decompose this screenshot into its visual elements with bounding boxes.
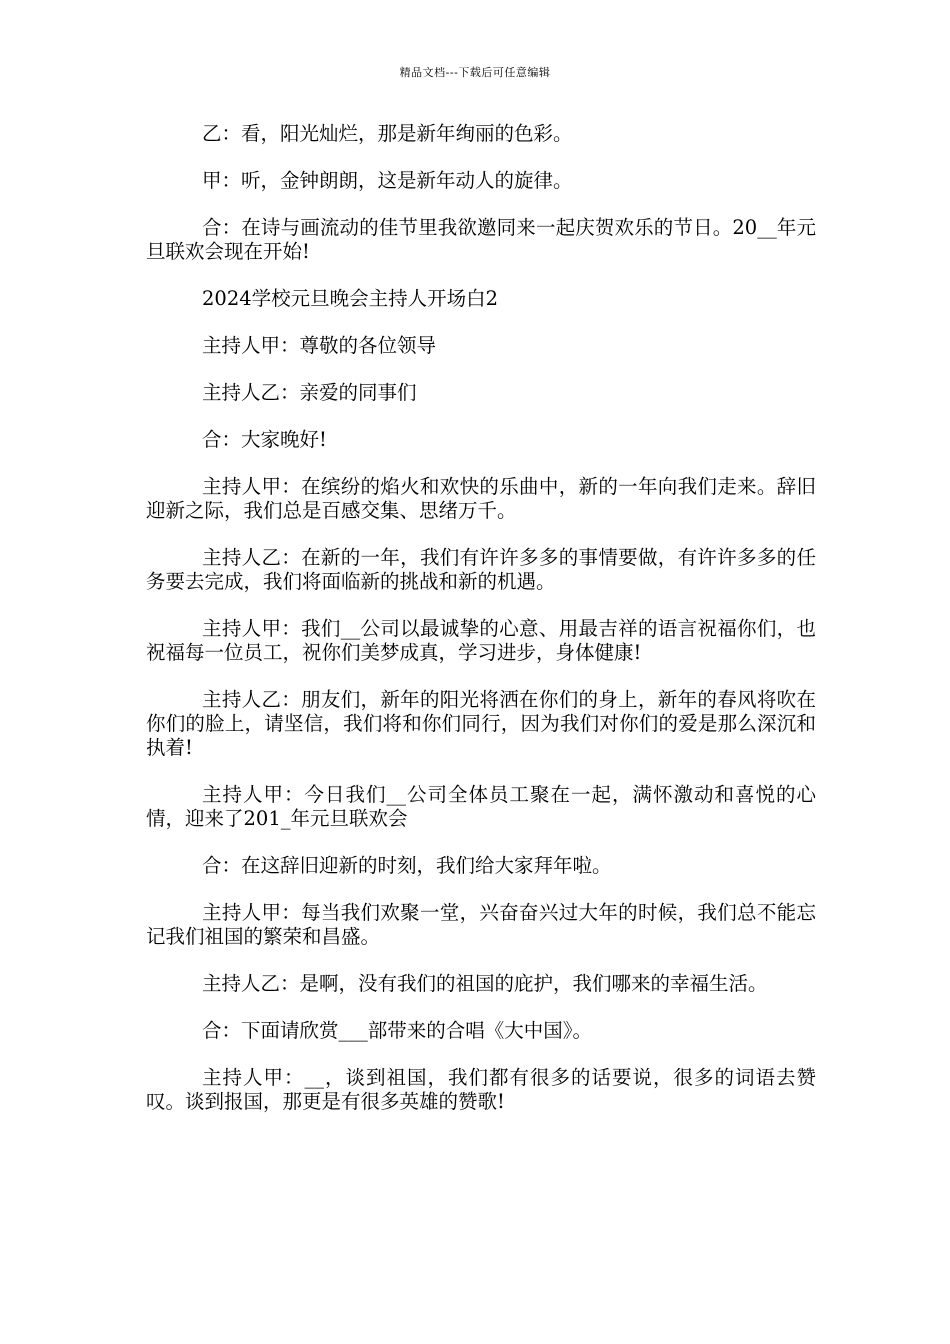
paragraph-15: 主持人乙：是啊，没有我们的祖国的庇护，我们哪来的幸福生活。 (202, 972, 768, 995)
paragraph-13: 合：在这辞旧迎新的时刻，我们给大家拜年啦。 (202, 854, 612, 877)
paragraph-11: 主持人乙：朋友们，新年的阳光将洒在你们的身上，新年的春风将吹在你们的脸上，请坚信，我们将和你们同行，因为我们对你们的爱是那么深沉和执着! (146, 688, 816, 759)
paragraph-17: 主持人甲：__，谈到祖国，我们都有很多的话要说，很多的词语去赞叹。谈到报国，那更是有很多英雄的赞歌! (146, 1066, 816, 1113)
section-title: 2024学校元旦晚会主持人开场白2 (202, 287, 499, 310)
paragraph-5: 主持人甲：尊敬的各位领导 (202, 334, 437, 357)
paragraph-1: 乙：看，阳光灿烂，那是新年绚丽的色彩。 (202, 122, 573, 145)
paragraph-2: 甲：听，金钟朗朗，这是新年动人的旋律。 (202, 169, 573, 192)
paragraph-3: 合：在诗与画流动的佳节里我欲邀同来一起庆贺欢乐的节日。20__年元旦联欢会现在开始! (146, 216, 816, 263)
paragraph-12: 主持人甲：今日我们__公司全体员工聚在一起，满怀激动和喜悦的心情，迎来了201_年元旦联欢会 (146, 783, 816, 830)
paragraph-8: 主持人甲：在缤纷的焰火和欢快的乐曲中，新的一年向我们走来。辞旧迎新之际，我们总是百感交集、思绪万千。 (146, 475, 816, 522)
paragraph-7: 合：大家晚好! (202, 428, 327, 451)
page-header: 精品文档---下载后可任意编辑 (399, 66, 551, 79)
document-body (146, 122, 816, 1137)
paragraph-14: 主持人甲：每当我们欢聚一堂，兴奋奋兴过大年的时候，我们总不能忘记我们祖国的繁荣和昌盛。 (146, 901, 816, 948)
paragraph-6: 主持人乙：亲爱的同事们 (202, 381, 417, 404)
paragraph-10: 主持人甲：我们__公司以最诚挚的心意、用最吉祥的语言祝福你们，也祝福每一位员工，祝你们美梦成真，学习进步，身体健康! (146, 617, 816, 664)
paragraph-9: 主持人乙：在新的一年，我们有许许多多的事情要做，有许许多多的任务要去完成，我们将面临新的挑战和新的机遇。 (146, 546, 816, 593)
paragraph-16: 合：下面请欣赏___部带来的合唱《大中国》。 (202, 1019, 593, 1042)
